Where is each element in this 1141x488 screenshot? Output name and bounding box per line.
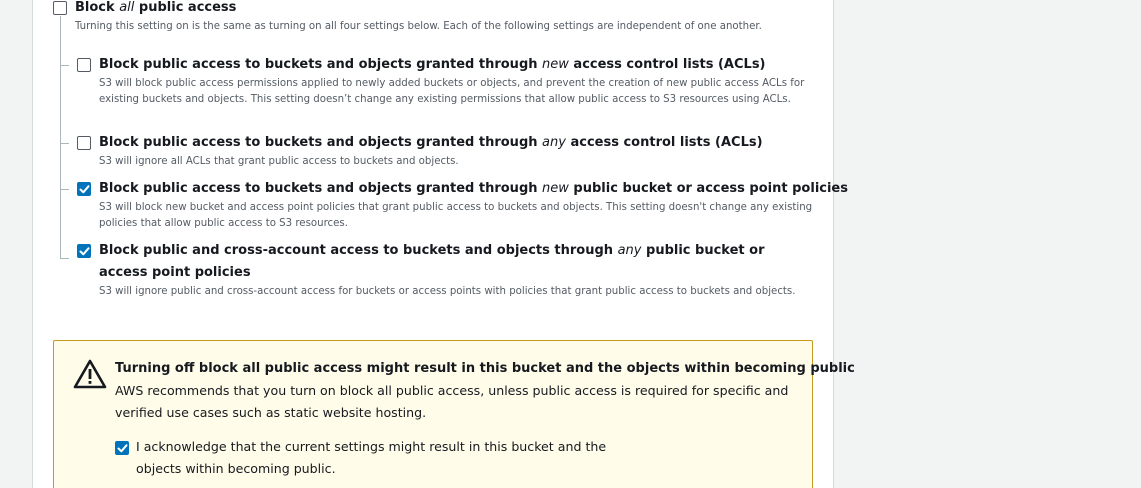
setting-checkbox-new-acls[interactable]	[77, 58, 91, 72]
warning-triangle-icon	[73, 358, 107, 390]
warning-title: Turning off block all public access might result in this bucket and the objects within becoming public	[115, 361, 855, 376]
block-all-public-access-title	[75, 0, 236, 19]
title-prefix: Block public access to buckets and objects granted through	[99, 135, 543, 150]
setting-description-new-acls: S3 will block public access permissions applied to newly added buckets or objects, and prevent the creation of new public access ACLs for existing buckets and objects. This setting doesn’t change any existing permissions that allow public access to S3 resources using ACLs.	[99, 78, 805, 105]
setting-title-any-acls	[99, 132, 763, 154]
title-prefix: Block	[75, 0, 120, 15]
acknowledge-checkbox[interactable]	[115, 441, 129, 455]
title-suffix: public bucket or access point policies	[99, 243, 765, 280]
tree-connector-branch-1	[60, 65, 69, 66]
acknowledge-label[interactable]: I acknowledge that the current settings might result in this bucket and the objects within becoming public.	[136, 439, 607, 476]
title-italic: new	[542, 181, 569, 196]
title-suffix: access control lists (ACLs)	[568, 57, 766, 72]
title-prefix: Block public and cross-account access to buckets and objects through	[99, 243, 618, 258]
setting-checkbox-new-policies[interactable]	[77, 182, 91, 196]
setting-title-new-policies	[99, 178, 848, 200]
title-suffix: public bucket or access point policies	[568, 181, 848, 196]
tree-connector-vertical	[60, 16, 61, 259]
title-prefix: Block public access to buckets and objects granted through	[99, 181, 543, 196]
warning-alert	[53, 340, 855, 488]
warning-body: AWS recommends that you turn on block all public access, unless public access is required for specific and verified use cases such as static website hosting.	[115, 383, 789, 420]
tree-connector-branch-2	[60, 143, 69, 144]
checkmark-icon	[79, 246, 90, 257]
title-italic: all	[119, 0, 135, 15]
setting-description-any-acls: S3 will ignore all ACLs that grant public access to buckets and objects.	[99, 156, 459, 167]
block-all-public-access-checkbox[interactable]	[53, 1, 67, 15]
setting-description-any-policies: S3 will ignore public and cross-account access for buckets or access points with policies that grant public access to buckets and objects.	[99, 286, 796, 297]
block-all-public-access-description: Turning this setting on is the same as turning on all four settings below. Each of the following settings are independent of one another.	[75, 21, 762, 32]
title-suffix: access control lists (ACLs)	[565, 135, 763, 150]
setting-checkbox-any-policies[interactable]	[77, 244, 91, 258]
title-prefix: Block public access to buckets and objects granted through	[99, 57, 543, 72]
title-suffix: public access	[134, 0, 237, 15]
setting-title-any-policies	[99, 240, 799, 284]
setting-description-new-policies: S3 will block new bucket and access point policies that grant public access to buckets and objects. This setting doesn't change any existing policies that allow public access to S3 resources.	[99, 202, 813, 229]
title-italic: new	[542, 57, 569, 72]
setting-title-new-acls	[99, 54, 766, 76]
tree-connector-branch-4	[60, 258, 69, 259]
title-italic: any	[617, 243, 642, 258]
setting-checkbox-any-acls[interactable]	[77, 136, 91, 150]
checkmark-icon	[117, 443, 128, 454]
checkmark-icon	[79, 184, 90, 195]
tree-connector-branch-3	[60, 189, 69, 190]
title-italic: any	[542, 135, 566, 150]
